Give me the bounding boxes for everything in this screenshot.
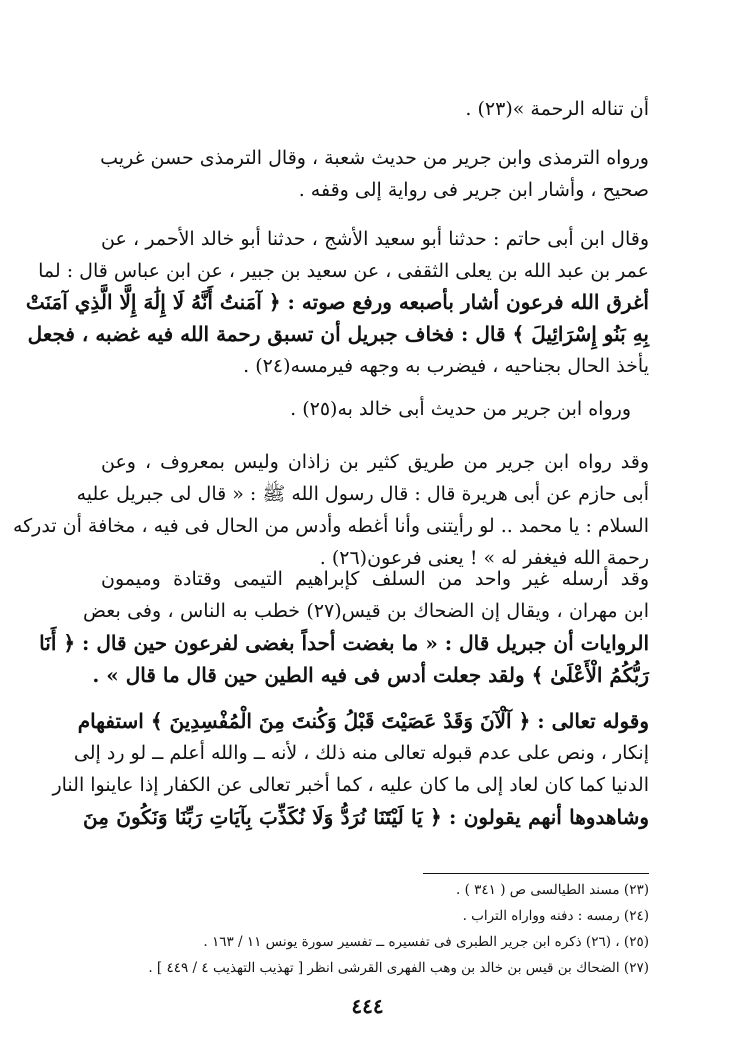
body-line: الروايات أن جبريل قال : « ما بغضت أحداً بغضى لفرعون حين قال : ﴿ أَنَا <box>39 631 649 655</box>
body-line: يأخذ الحال بجناحيه ، فيضرب به وجهه فيرمسه(٢٤) . <box>243 355 649 377</box>
footnote-separator <box>423 873 649 874</box>
body-line: عمر بن عبد الله بن يعلى الثقفى ، عن سعيد بن جبير ، عن ابن عباس قال : لما <box>38 260 649 282</box>
body-line: بِهِ بَنُو إِسْرَائِيلَ ﴾ قال : فخاف جبريل أن تسبق رحمة الله فيه غضبه ، فجعل <box>27 322 649 346</box>
body-line: أغرق الله فرعون أشار بأصبعه ورفع صوته : ﴿ آمَنتُ أَنَّهُ لَا إِلَٰهَ إِلَّا الَّذِي آمَنَتْ <box>25 290 649 314</box>
body-line: ابن مهران ، ويقال إن الضحاك بن قيس(٢٧) خطب به الناس ، وفى بعض <box>83 600 649 622</box>
body-line: وقد رواه ابن جرير من طريق كثير بن زاذان وليس بمعروف ، وعن <box>101 451 649 473</box>
body-line: السلام : يا محمد .. لو رأيتنى وأنا أغطه وأدس من الحال فى فيه ، مخافة أن تدركه <box>12 515 649 537</box>
body-line: أبى حازم عن أبى هريرة قال : قال رسول الله ﷺ : « قال لى جبريل عليه <box>76 483 649 505</box>
body-line: أن تناله الرحمة »(٢٣) . <box>465 98 649 120</box>
body-line: إنكار ، ونص على عدم قبوله تعالى منه ذلك ، لأنه ــ والله أعلم ــ لو رد إلى <box>73 742 649 764</box>
body-line: ورواه الترمذى وابن جرير من حديث شعبة ، وقال الترمذى حسن غريب <box>100 147 649 169</box>
body-line: ورواه ابن جرير من حديث أبى خالد به(٢٥) . <box>290 398 631 420</box>
body-line: وقد أرسله غير واحد من السلف كإبراهيم التيمى وقتادة وميمون <box>101 568 649 590</box>
body-line: رَبُّكُمُ الْأَعْلَىٰ ﴾ ولقد جعلت أدس فى فيه الطين حين قال ما قال » . <box>92 663 649 687</box>
body-line: وقال ابن أبى حاتم : حدثنا أبو سعيد الأشج ، حدثنا أبو خالد الأحمر ، عن <box>101 228 649 250</box>
body-line: وقوله تعالى : ﴿ آلْآنَ وَقَدْ عَصَيْتَ قَبْلُ وَكُنتَ مِنَ الْمُفْسِدِينَ ﴾ استفهام <box>77 709 649 733</box>
body-line: صحيح ، وأشار ابن جرير فى رواية إلى وقفه . <box>298 179 649 201</box>
footnote: (٢٤) رمسه : دفنه وواراه التراب . <box>462 908 649 924</box>
body-line: وشاهدوها أنهم يقولون : ﴿ يَا لَيْتَنَا نُرَدُّ وَلَا نُكَذِّبَ بِآيَاتِ رَبِّنَا وَنَكُونَ مِنَ <box>83 805 649 829</box>
footnote: (٢٧) الضحاك بن قيس بن خالد بن وهب الفهرى القرشى انظر [ تهذيب التهذيب ٤ / ٤٤٩ ] . <box>148 960 649 976</box>
body-line: رحمة الله فيغفر له » ! يعنى فرعون(٢٦) . <box>319 547 649 569</box>
body-line: الدنيا كما كان لعاد إلى ما كان عليه ، كما أخبر تعالى عن الكفار إذا عاينوا النار <box>52 774 649 796</box>
footnote: (٢٣) مسند الطيالسى ص ( ٣٤١ ) . <box>456 882 649 898</box>
footnote: (٢٥) ، (٢٦) ذكره ابن جرير الطبرى فى تفسيره ــ تفسير سورة يونس ١١ / ١٦٣ . <box>203 934 649 950</box>
page-number: ٤٤٤ <box>351 994 384 1018</box>
